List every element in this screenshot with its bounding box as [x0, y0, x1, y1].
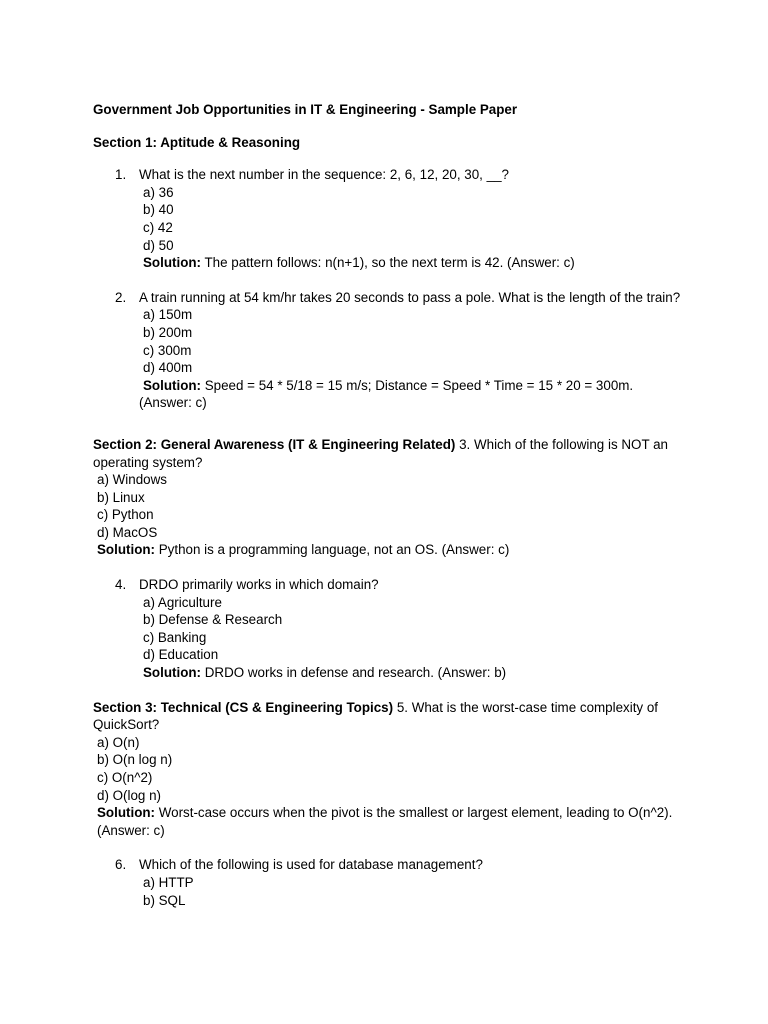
option-list — [139, 874, 683, 909]
option-b: b) Defense & Research — [143, 612, 283, 628]
question-number: 2. — [115, 289, 127, 305]
section-2-block — [93, 436, 683, 559]
option-list — [139, 306, 683, 394]
solution-text: DRDO works in defense and research. (Answer: b) — [201, 665, 507, 681]
question-number: 1. — [115, 167, 127, 183]
solution-label: Solution: — [143, 377, 202, 393]
solution — [143, 377, 683, 395]
question-1 — [93, 166, 683, 272]
question-text: What is the next number in the sequence: 2, 6, 12, 20, 30, __? — [139, 167, 509, 183]
section-2-heading: Section 2: General Awareness (IT & Engineering Related) — [93, 436, 456, 452]
question-number: 4. — [115, 577, 127, 593]
question-text: A train running at 54 km/hr takes 20 seconds to pass a pole. What is the length of the train? — [139, 289, 681, 305]
option-c: c) O(n^2) — [97, 770, 153, 785]
option-b: b) 200m — [143, 324, 193, 340]
solution — [97, 541, 683, 559]
option-b: b) O(n log n) — [97, 752, 173, 768]
option-d: d) 400m — [143, 360, 193, 376]
option-b: b) 40 — [143, 202, 174, 218]
option-a: a) 36 — [143, 184, 174, 200]
option-d: d) O(log n) — [97, 787, 161, 803]
solution — [143, 254, 683, 272]
question-3 — [93, 436, 683, 471]
solution-label: Solution: — [143, 665, 202, 681]
question-number: 6. — [115, 857, 127, 873]
solution-text: Python is a programming language, not an OS. (Answer: c) — [155, 542, 510, 558]
option-c: c) Python — [97, 507, 154, 523]
solution — [143, 664, 683, 682]
question-text: Which of the following is used for database management? — [139, 857, 483, 873]
question-2 — [93, 289, 683, 412]
solution-label: Solution: — [143, 255, 202, 271]
solution-label: Solution: — [97, 542, 156, 558]
option-c: c) 42 — [143, 219, 173, 235]
option-a: a) Agriculture — [143, 594, 222, 610]
option-d: d) MacOS — [97, 524, 158, 540]
question-6 — [93, 856, 683, 909]
option-list — [93, 734, 683, 804]
section-1-heading: Section 1: Aptitude & Reasoning — [93, 134, 301, 150]
question-text: 5. What is the worst-case time complexity of QuickSort? — [93, 699, 659, 733]
question-text: DRDO primarily works in which domain? — [139, 577, 379, 593]
option-c: c) Banking — [143, 629, 207, 645]
solution-continuation: (Answer: c) — [139, 395, 207, 411]
option-list — [139, 184, 683, 272]
solution-label: Solution: — [97, 805, 156, 821]
section-3-heading: Section 3: Technical (CS & Engineering Topics) — [93, 699, 394, 715]
option-d: d) 50 — [143, 237, 174, 253]
option-list — [93, 471, 683, 559]
question-4 — [93, 576, 683, 682]
option-a: a) Windows — [97, 472, 167, 488]
option-a: a) 150m — [143, 307, 193, 323]
solution — [93, 804, 683, 839]
option-b: b) SQL — [143, 892, 186, 908]
option-c: c) 300m — [143, 342, 192, 358]
option-a: a) HTTP — [143, 874, 194, 890]
solution-text: The pattern follows: n(n+1), so the next term is 42. (Answer: c) — [201, 255, 575, 271]
solution-text: Worst-case occurs when the pivot is the smallest or largest element, leading to O(n^2). (Answer: c) — [97, 805, 673, 838]
question-text: 3. Which of the following is NOT an operating system? — [93, 436, 668, 470]
option-d: d) Education — [143, 647, 219, 663]
option-b: b) Linux — [97, 489, 145, 505]
solution-text: Speed = 54 * 5/18 = 15 m/s; Distance = Speed * Time = 15 * 20 = 300m. — [201, 377, 634, 393]
section-3-block — [93, 699, 683, 840]
document-page — [93, 101, 683, 909]
question-5 — [93, 699, 683, 734]
option-a: a) O(n) — [97, 734, 140, 750]
document-title: Government Job Opportunities in IT & Engineering - Sample Paper — [93, 102, 518, 117]
option-list — [139, 594, 683, 682]
